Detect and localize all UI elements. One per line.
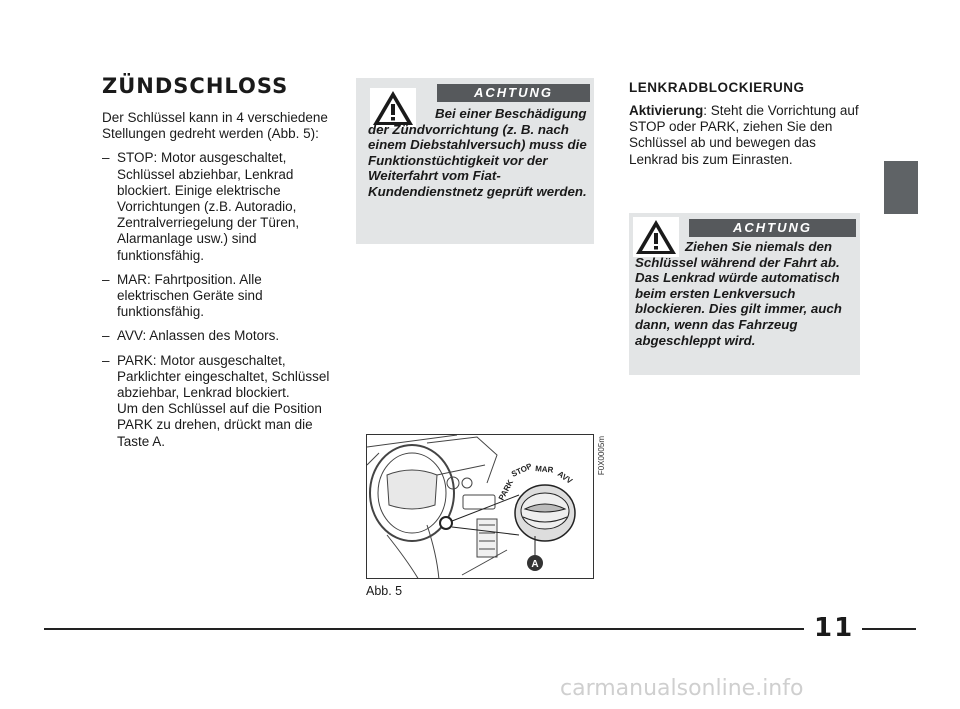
main-column [102,74,334,458]
warning-label: ACHTUNG [689,219,856,237]
list-item: – PARK: Motor ausgeschaltet, Parklichter eingeschaltet, Schlüssel abziehbar, Lenkrad blockiert. Um den Schlüssel auf die Position PARK zu drehen, drückt man die Taste A. [102,353,334,450]
list-item-text: STOP: Motor ausgeschaltet, Schlüssel abziehbar, Lenkrad blockiert. Einige elektrische Vorrichtungen (z.B. Autoradio, Zentralverriegelung der Türen, Alarmanlage usw.) sind funktionsfähig. [117,150,300,263]
figure-code: F0X0005m [597,436,606,476]
watermark: carmanualsonline.info [560,676,804,701]
button-a-label: A [531,559,539,570]
section-heading: ZÜNDSCHLOSS [102,74,289,98]
ignition-illustration [366,434,594,579]
activation-text: : Steht die Vorrichtung auf STOP oder PARK, ziehen Sie den Schlüssel ab und bewegen das Lenkrad bis zum Einrasten. [629,103,859,167]
warning-text: Bei einer Beschädigung der Zündvorrichtung (z. B. nach einem Diebstahlversuch) muss die Funktionstüchtigkeit vor der Weiterfahrt vom Fiat-Kundendienstnetz geprüft werden. [368,106,587,199]
dial-label-avv: AVV [555,469,575,486]
footer-rule-right [862,628,916,630]
list-item: – MAR: Fahrtposition. Alle elektrischen Geräte sind funktionsfähig. [102,271,263,320]
warning-box-key [629,213,860,375]
warning-text: Ziehen Sie niemals den Schlüssel während der Fahrt ab. Das Lenkrad würde automatisch beim ersten Lenkversuch blockieren. Dies gilt immer, auch dann, wenn das Fahrzeug abgeschleppt wird. [635,239,842,348]
warning-box-ignition [356,78,594,244]
dial-label-park: PARK [496,478,516,502]
dashboard-drawing [367,435,594,579]
dial-label-mar: MAR [534,464,554,475]
list-item-text: MAR: Fahrtposition. Alle elektrischen Geräte sind funktionsfähig. [117,271,263,320]
list-item: – AVV: Anlassen des Motors. [102,328,280,344]
steering-lock-column [629,80,861,176]
list-item-note: Um den Schlüssel auf die Position PARK zu drehen, drückt man die Taste A. [117,401,322,449]
position-list [102,150,334,449]
section-subheading: LENKRADBLOCKIERUNG [629,80,805,95]
page-number: 11 [814,613,855,643]
list-item: – STOP: Motor ausgeschaltet, Schlüssel abziehbar, Lenkrad blockiert. Einige elektrische Vorrichtungen (z.B. Autoradio, Zentralverriegelung der Türen, Alarmanlage usw.) sind funktionsfähig. [102,150,300,263]
figure-caption: Abb. 5 [366,584,403,598]
list-item-text: AVV: Anlassen des Motors. [117,328,280,344]
chapter-tab [884,161,918,214]
warning-label: ACHTUNG [437,84,590,102]
activation-paragraph [629,103,861,168]
dial-label-stop: STOP [510,461,534,479]
intro-paragraph: Der Schlüssel kann in 4 verschiedene Stellungen gedreht werden (Abb. 5): [102,110,328,142]
activation-label: Aktivierung [629,103,704,118]
list-item-text: PARK: Motor ausgeschaltet, Parklichter eingeschaltet, Schlüssel abziehbar, Lenkrad blockiert. [117,352,330,401]
footer-rule [44,628,804,630]
